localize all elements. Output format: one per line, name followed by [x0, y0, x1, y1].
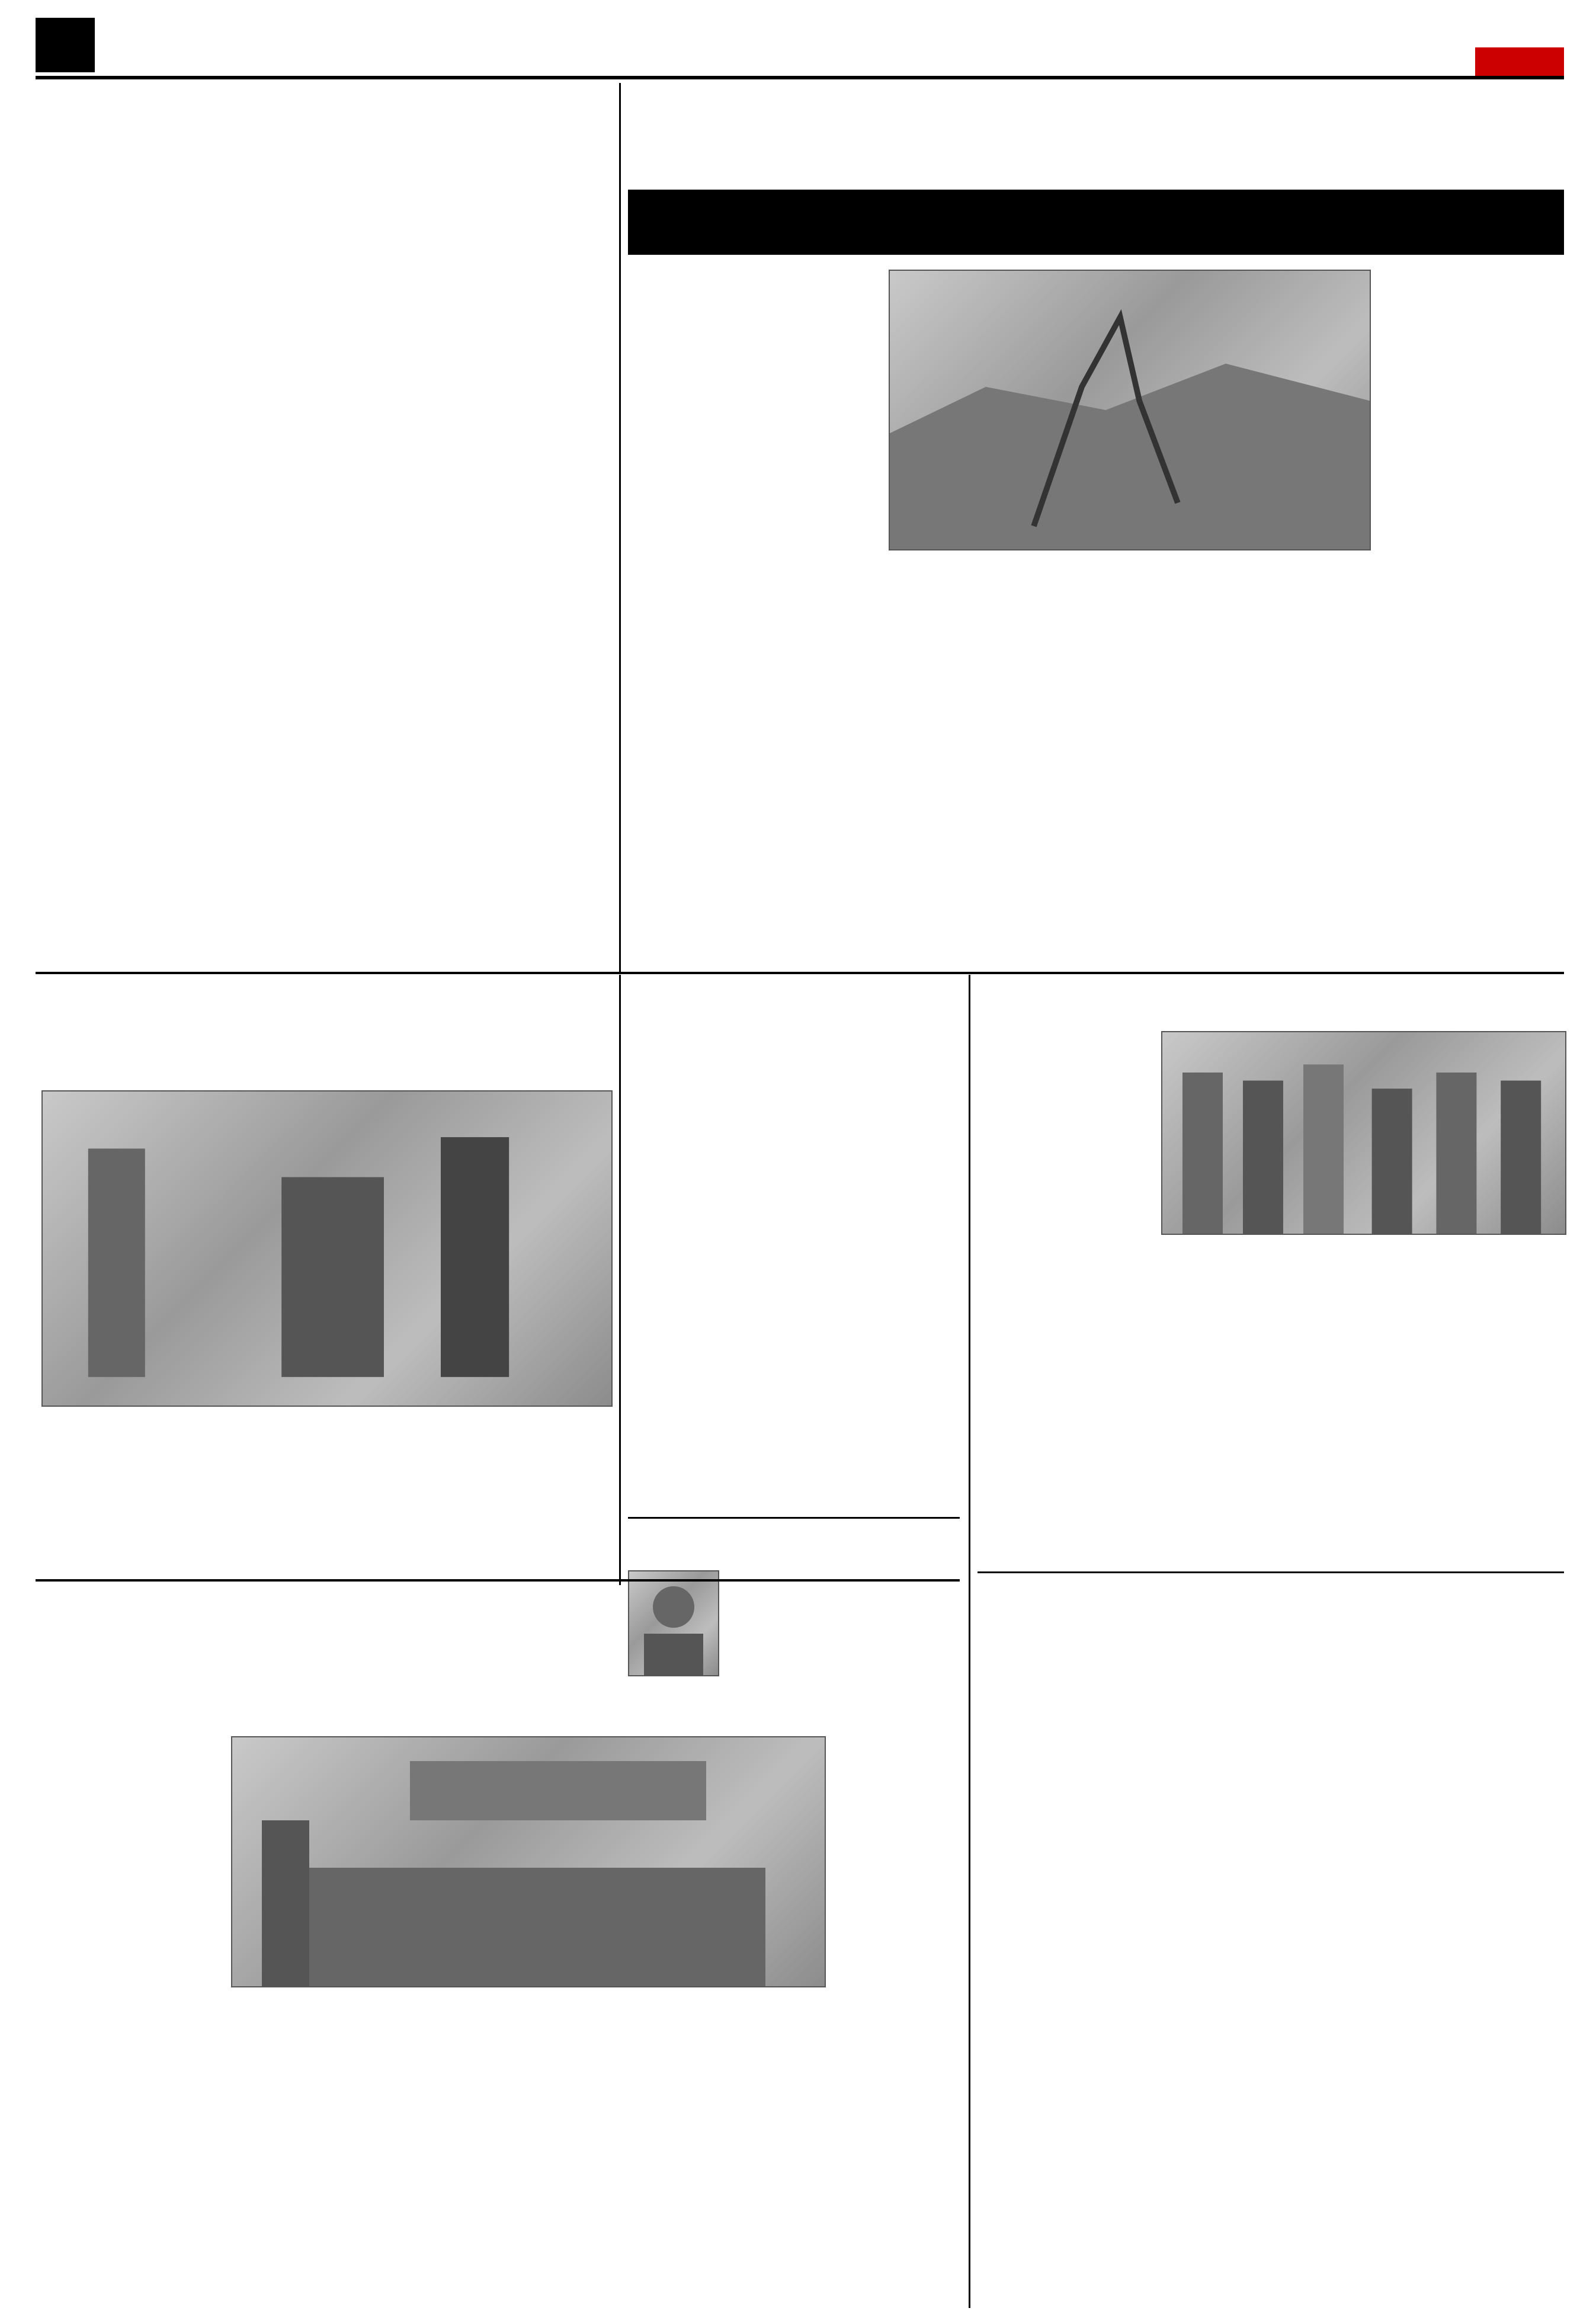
- article8-col1: [41, 1736, 219, 2299]
- article4-col1: [628, 1073, 788, 1511]
- convention-photo: [231, 1736, 826, 1987]
- article7-col2: [1173, 1621, 1357, 2071]
- elderly-voter-photo: [41, 1090, 613, 1407]
- article8-col5: [835, 1736, 960, 2302]
- felicitation-photo: [1161, 1031, 1566, 1235]
- column-rule: [969, 975, 970, 1585]
- article8-col4: [634, 1994, 823, 2302]
- article2-col1: [628, 270, 877, 578]
- article1-col2: [234, 207, 412, 966]
- article7-col1: [978, 1621, 1161, 2071]
- article4-col2: [800, 1073, 960, 1511]
- article8-col3: [432, 1994, 622, 2302]
- page-number: [36, 18, 95, 72]
- column-rule: [619, 975, 621, 1585]
- article-rule: [978, 1571, 1564, 1573]
- article-rule: [628, 1517, 960, 1519]
- article2-col3: [1060, 563, 1209, 966]
- header-rule: [36, 76, 1564, 79]
- column-rule: [969, 1579, 970, 2308]
- section-rule: [36, 1579, 960, 1582]
- article6-col2: [1161, 1241, 1357, 1564]
- article8-col2: [231, 1994, 421, 2302]
- article1-col1: [41, 207, 219, 966]
- article2-banner: [628, 190, 1564, 255]
- column-rule: [619, 83, 621, 972]
- article2-col4: [1220, 563, 1369, 966]
- article7-col3: [1369, 1621, 1564, 2071]
- riverbank-photo: [889, 270, 1371, 550]
- spacer: [726, 1594, 960, 1677]
- article2-col1b: [628, 584, 889, 963]
- portrait-photo: [628, 1570, 719, 1676]
- article2-col5: [1380, 270, 1564, 966]
- article1-col3: [427, 207, 610, 966]
- article2-col2: [900, 563, 1049, 966]
- section-rule: [36, 972, 1564, 974]
- article6-col3: [1369, 1241, 1564, 1564]
- masthead-badge: [1475, 47, 1564, 77]
- article6-col1: [978, 1031, 1149, 1564]
